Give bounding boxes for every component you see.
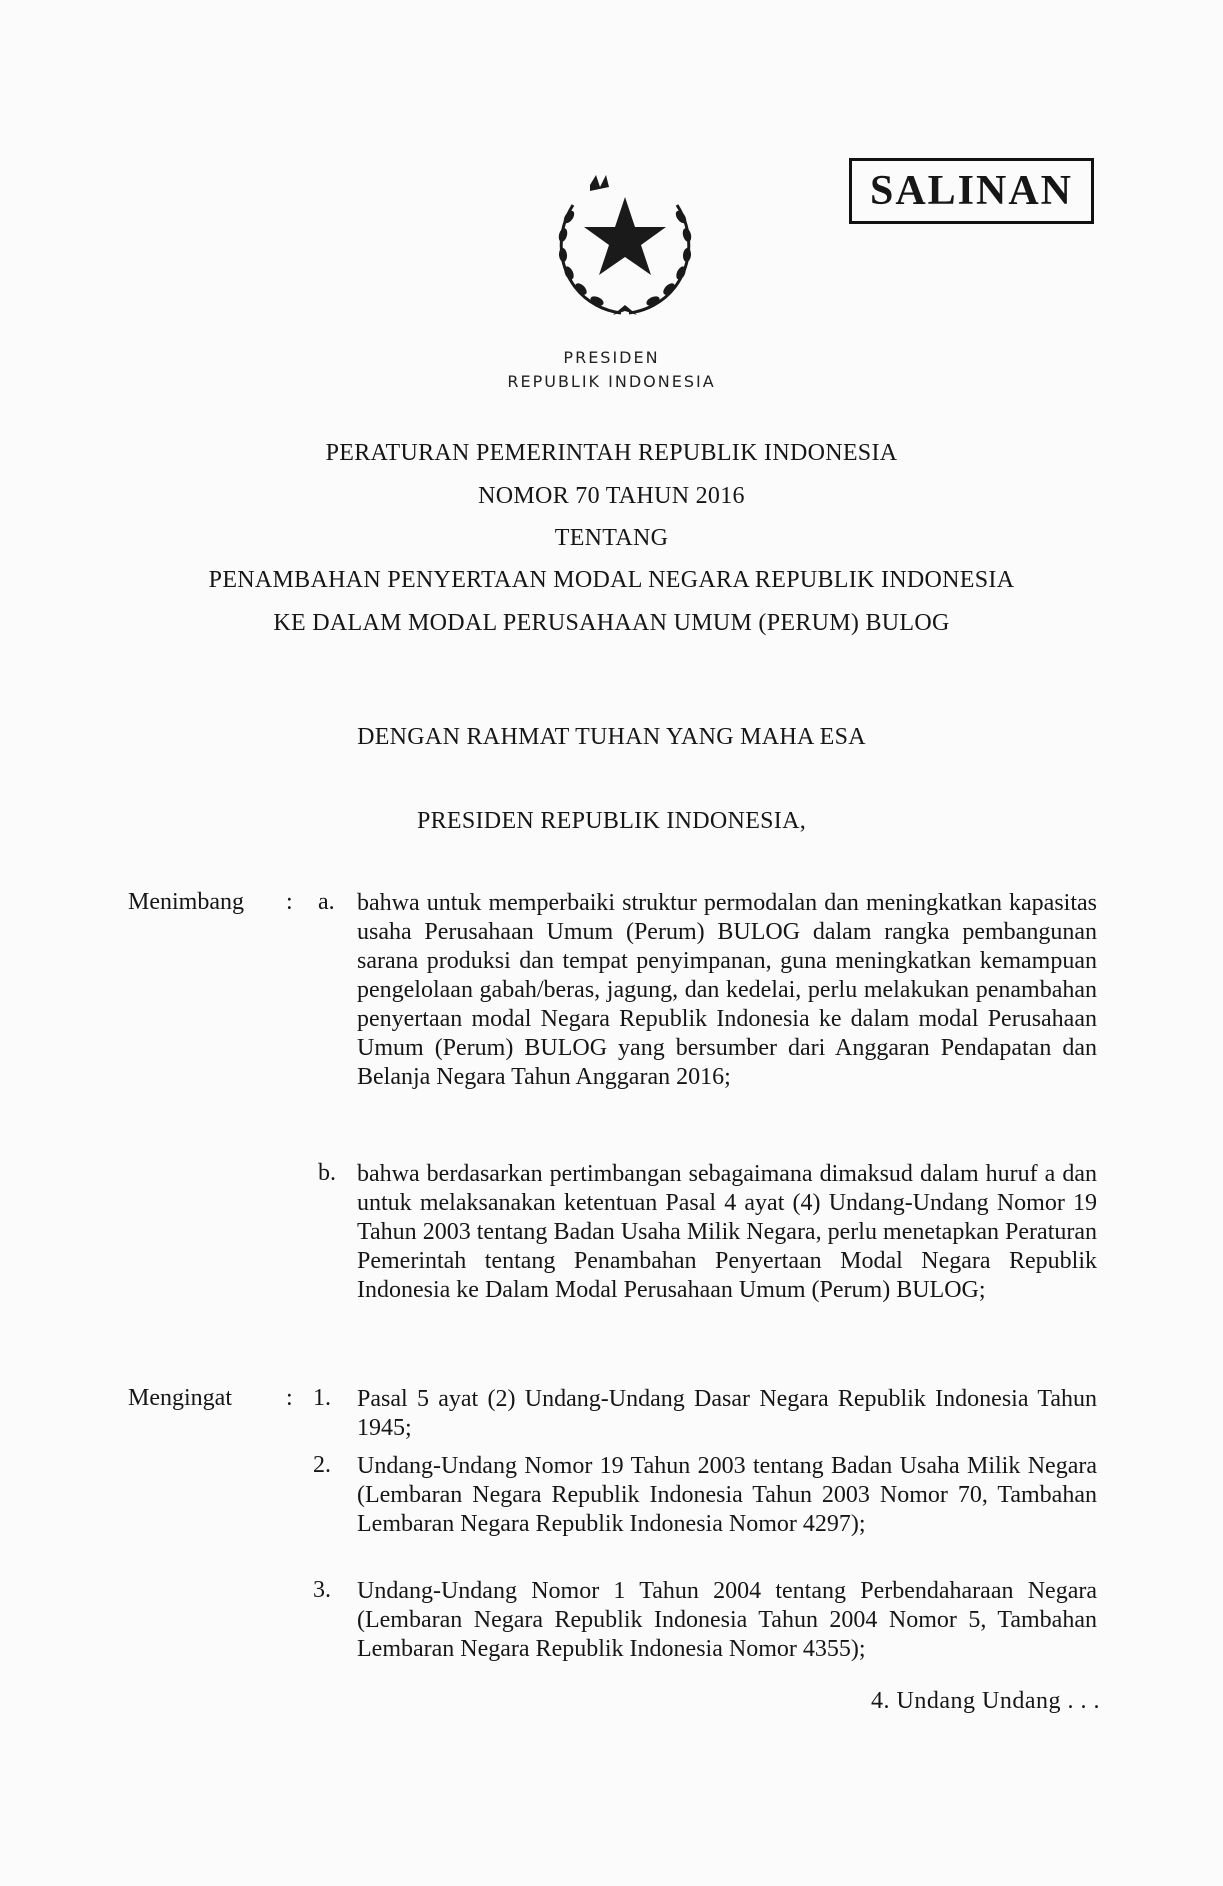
mengingat-item-3: Undang-Undang Nomor 1 Tahun 2004 tentang Perbendaharaan Negara (Lembaran Negara Republik Indonesia Tahun 2004 Nomor 5, Tambahan Lembaran Negara Republik Indonesia Nomor 4355);: [357, 1578, 1097, 1662]
title-line-3: TENTANG: [554, 525, 669, 551]
title-line-4: PENAMBAHAN PENYERTAAN MODAL NEGARA REPUBLIK INDONESIA: [208, 567, 1015, 593]
mengingat-colon: :: [286, 1385, 293, 1411]
mengingat-marker-1: 1.: [313, 1385, 331, 1411]
title-line-5: KE DALAM MODAL PERUSAHAAN UMUM (PERUM) BULOG: [273, 610, 950, 636]
title-line-1: PERATURAN PEMERINTAH REPUBLIK INDONESIA: [325, 440, 898, 466]
garuda-star-emblem-icon: [535, 155, 715, 325]
menimbang-item-b: bahwa berdasarkan pertimbangan sebagaimana dimaksud dalam huruf a dan untuk melaksanakan ketentuan Pasal 4 ayat (4) Undang-Undang Nomor 19 Tahun 2003 tentang Badan Usaha Milik Negara, perlu menetapkan Peraturan Pemerintah tentang Penambahan Penyertaan Modal Negara Republik Indonesia ke Dalam Modal Perusahaan Umum (Perum) BULOG;: [357, 1161, 1097, 1303]
office-line-republik: REPUBLIK INDONESIA: [507, 372, 716, 391]
menimbang-marker-b: b.: [318, 1160, 336, 1186]
president-line: PRESIDEN REPUBLIK INDONESIA,: [416, 808, 807, 834]
menimbang-marker-a: a.: [318, 889, 335, 915]
menimbang-label: Menimbang: [128, 889, 244, 915]
mengingat-marker-2: 2.: [313, 1452, 331, 1478]
mengingat-item-2: Undang-Undang Nomor 19 Tahun 2003 tentang Badan Usaha Milik Negara (Lembaran Negara Republik Indonesia Tahun 2003 Nomor 70, Tambahan Lembaran Negara Republik Indonesia Nomor 4297);: [357, 1453, 1097, 1537]
office-line-presiden: PRESIDEN: [563, 348, 660, 367]
mengingat-item-1: Pasal 5 ayat (2) Undang-Undang Dasar Negara Republik Indonesia Tahun 1945;: [357, 1386, 1097, 1441]
menimbang-item-a: bahwa untuk memperbaiki struktur permodalan dan meningkatkan kapasitas usaha Perusahaan Umum (Perum) BULOG dalam rangka pembangunan sarana produksi dan tempat penyimpanan, guna meningkatkan kemampuan pengelolaan gabah/beras, jagung, dan kedelai, perlu melakukan penambahan penyertaan modal Negara Republik Indonesia ke dalam modal Perusahaan Umum (Perum) BULOG yang bersumber dari Anggaran Pendapatan dan Belanja Negara Tahun Anggaran 2016;: [357, 890, 1097, 1090]
mengingat-marker-3: 3.: [313, 1577, 331, 1603]
blessing-line: DENGAN RAHMAT TUHAN YANG MAHA ESA: [357, 724, 866, 750]
salinan-stamp: SALINAN: [849, 158, 1094, 224]
page-continuation: 4. Undang Undang . . .: [871, 1688, 1100, 1714]
title-line-2: NOMOR 70 TAHUN 2016: [478, 483, 745, 509]
menimbang-colon: :: [286, 889, 293, 915]
mengingat-label: Mengingat: [128, 1385, 232, 1411]
